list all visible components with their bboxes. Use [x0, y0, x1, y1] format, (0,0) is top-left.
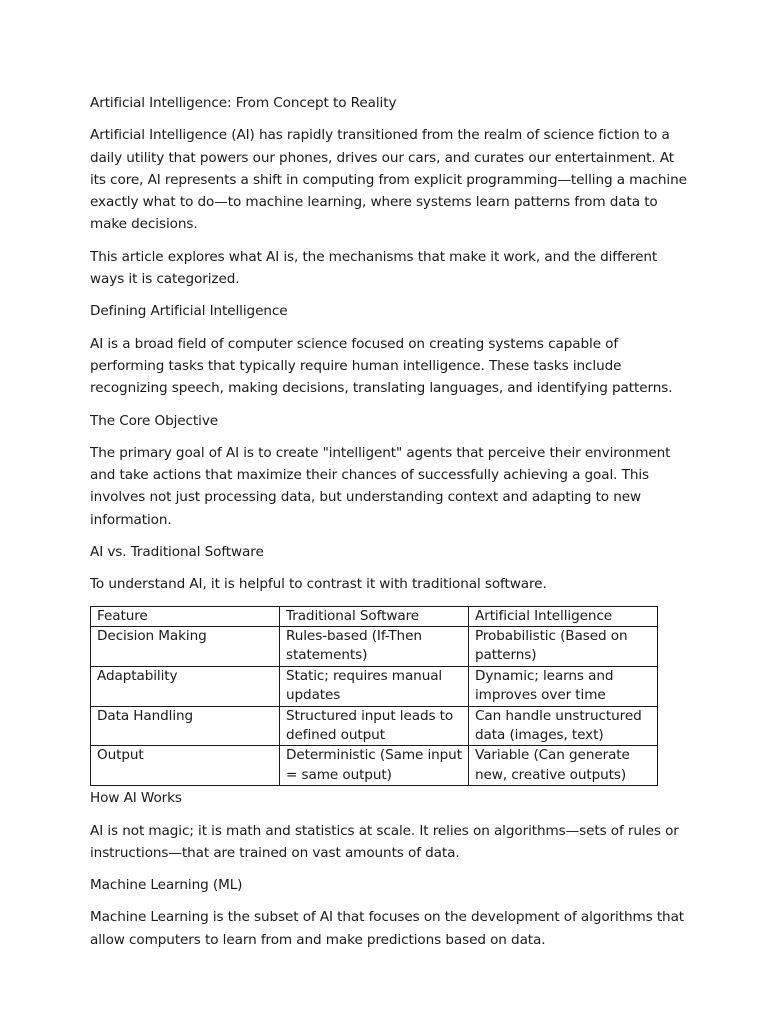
heading-core-objective: The Core Objective	[90, 412, 219, 429]
table-cell: Probabilistic (Based on patterns)	[469, 627, 658, 667]
table-cell: Deterministic (Same input = same output)	[280, 746, 469, 786]
document-page	[90, 92, 690, 961]
table-cell: Output	[91, 746, 280, 786]
document-title: Artificial Intelligence: From Concept to Reality	[90, 95, 397, 111]
intro-paragraph-2: This article explores what AI is, the mechanisms that make it work, and the different ways it is categorized.	[90, 248, 658, 288]
table-cell: Structured input leads to defined output	[280, 706, 469, 746]
table-cell: Rules-based (If-Then statements)	[280, 627, 469, 667]
table-cell: Variable (Can generate new, creative outputs)	[469, 746, 658, 786]
paragraph-machine-learning: Machine Learning is the subset of AI that focuses on the development of algorithms that allow computers to learn from and make predictions based on data.	[90, 909, 685, 948]
table-header-cell: Feature	[91, 606, 280, 626]
table-cell: Can handle unstructured data (images, text)	[469, 706, 658, 746]
intro-paragraph-1: Artificial Intelligence (AI) has rapidly transitioned from the realm of science fiction to a daily utility that powers our phones, drives our cars, and curates our entertainment. At its core, AI represents a shift in computing from explicit programming—telling a machine exactly what to do—to machine learning, where systems learn patterns from data to make decisions.	[90, 127, 687, 233]
table-cell: Dynamic; learns and improves over time	[469, 666, 658, 706]
comparison-table	[90, 606, 658, 787]
table-header-row	[91, 606, 658, 626]
table-row	[91, 627, 658, 667]
table-row	[91, 666, 658, 706]
paragraph-defining-ai: AI is a broad field of computer science focused on creating systems capable of performing tasks that typically require human intelligence. These tasks include recognizing speech, making decisions, translating languages, and identifying patterns.	[90, 335, 673, 397]
paragraph-ai-vs-traditional: To understand AI, it is helpful to contrast it with traditional software.	[90, 576, 547, 593]
heading-machine-learning: Machine Learning (ML)	[90, 877, 243, 894]
table-row	[91, 706, 658, 746]
table-cell: Adaptability	[91, 666, 280, 706]
table-cell: Static; requires manual updates	[280, 666, 469, 706]
paragraph-how-ai-works: AI is not magic; it is math and statistics at scale. It relies on algorithms—sets of rules or instructions—that are trained on vast amounts of data.	[90, 822, 679, 861]
table-header-cell: Artificial Intelligence	[469, 606, 658, 626]
heading-how-ai-works: How AI Works	[90, 790, 182, 807]
table-row	[91, 746, 658, 786]
table-cell: Data Handling	[91, 706, 280, 746]
paragraph-core-objective: The primary goal of AI is to create "intelligent" agents that perceive their environment and take actions that maximize their chances of successfully achieving a goal. This involves not just processing data, but understanding context and adapting to new information.	[90, 444, 671, 528]
table-header-cell: Traditional Software	[280, 606, 469, 626]
heading-ai-vs-traditional: AI vs. Traditional Software	[90, 544, 264, 561]
table-cell: Decision Making	[91, 627, 280, 667]
heading-defining-ai: Defining Artificial Intelligence	[90, 303, 288, 320]
